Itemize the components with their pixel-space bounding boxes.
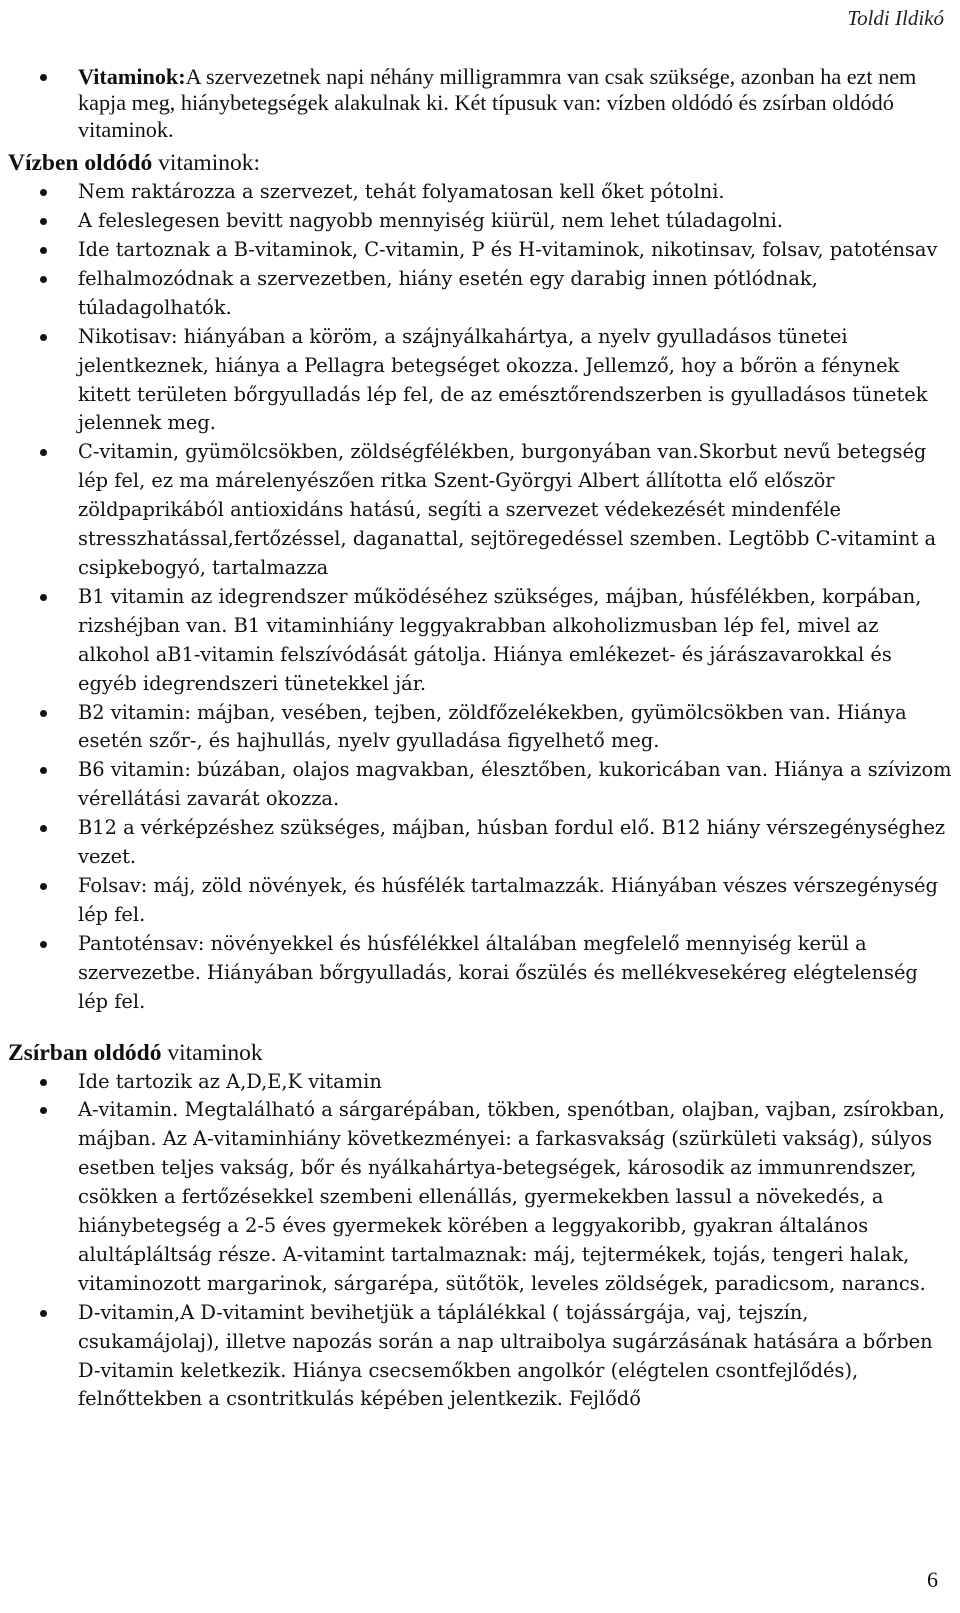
water-soluble-heading-bold: Vízben oldódó [8,150,153,177]
list-item: C-vitamin, gyümölcsökben, zöldségfélékben, burgonyában van.Skorbut nevű betegség lép fel, ez ma márelenyészően ritka Szent-Györgyi Albert állította elő először zöldpaprikából antioxidáns hatású, segíti a szervezet védekezését mindenféle stresszhatással,fertőzéssel, daganattal, sejtöregedéssel szemben. Legtöbb C-vitamint a csipkebogyó, tartalmazza [8,438,952,583]
list-item: Pantoténsav: növényekkel és húsfélékkel általában megfelelő mennyiség kerül a szervezetbe. Hiányában bőrgyulladás, korai őszülés és mellékvesekéreg elégtelenség lép fel. [8,930,952,1017]
list-item: A-vitamin. Megtalálható a sárgarépában, tökben, spenótban, olajban, vajban, zsírokban, májban. Az A-vitaminhiány következményei: a farkasvakság (szürkületi vakság), súlyos esetben teljes vakság, bőr és nyálkahártya-betegségek, károsodik az immunrendszer, csökken a fertőzésekkel szembeni ellenállás, gyermekekben lassul a növekedés, a hiánybetegség a 2-5 éves gyermekek körében a leggyakoribb, gyakran általános alultápláltság része. A-vitamint tartalmaznak: máj, tejtermékek, tojás, tengeri halak, vitaminozott margarinok, sárgarépa, sütőtök, leveles zöldségek, paradicsom, narancs. [8,1096,952,1298]
list-item: Ide tartozik az A,D,E,K vitamin [8,1068,952,1097]
water-soluble-heading [8,149,952,178]
list-item: Ide tartoznak a B-vitaminok, C-vitamin, P és H-vitaminok, nikotinsav, folsav, patoténsav [8,236,952,265]
list-item: Folsav: máj, zöld növények, és húsfélék tartalmazzák. Hiányában vészes vérszegénység lép fel. [8,872,952,930]
list-item: B1 vitamin az idegrendszer működéséhez szükséges, májban, húsfélékben, korpában, rizshéjban van. B1 vitaminhiány leggyakrabban alkoholizmusban lép fel, mivel az alkohol aB1-vitamin felszívódását gátolja. Hiánya emlékezet- és járászavarokkal és egyéb idegrendszeri tünetekkel jár. [8,583,952,699]
page-content [8,64,952,1414]
list-item: B2 vitamin: májban, vesében, tejben, zöldfőzelékekben, gyümölcsökben van. Hiánya esetén szőr-, és hajhullás, nyelv gyulladása figyelhető meg. [8,699,952,757]
water-soluble-heading-rest: vitaminok: [152,150,260,177]
intro-item [8,64,952,143]
intro-label: Vitaminok: [78,64,186,89]
fat-soluble-heading-rest: vitaminok [161,1039,263,1066]
fat-soluble-heading [8,1039,952,1068]
page-number: 6 [927,1567,938,1592]
intro-list [8,64,952,143]
list-item: B12 a vérképzéshez szükséges, májban, húsban fordul elő. B12 hiány vérszegénységhez vezet. [8,814,952,872]
intro-text: A szervezetnek napi néhány milligrammra van csak szüksége, azonban ha ezt nem kapja meg, hiánybetegségek alakulnak ki. Két típusuk van: vízben oldódó és zsírban oldódó vitaminok. [78,64,917,142]
list-item: B6 vitamin: búzában, olajos magvakban, élesztőben, kukoricában van. Hiánya a szívizom vérellátási zavarát okozza. [8,756,952,814]
list-item: Nikotisav: hiányában a köröm, a szájnyálkahártya, a nyelv gyulladásos tünetei jelentkeznek, hiánya a Pellagra betegséget okozza. Jellemző, hoy a bőrön a fénynek kitett területen bőrgyulladás lép fel, de az emésztőrendszerben is gyulladásos tünetek jelennek meg. [8,323,952,439]
list-item: D-vitamin,A D-vitamint bevihetjük a táplálékkal ( tojássárgája, vaj, tejszín, csukamájolaj), illetve napozás során a nap ultraibolya sugárzásának hatására a bőrben D-vitamin keletkezik. Hiánya csecsemőkben angolkór (elégtelen csontfejlődés), felnőttekben a csontritkulás képében jelentkezik. Fejlődő [8,1299,952,1415]
water-soluble-list [8,178,952,1016]
list-item: felhalmozódnak a szervezetben, hiány esetén egy darabig innen pótlódnak, túladagolhatók. [8,265,952,323]
fat-soluble-heading-bold: Zsírban oldódó [8,1039,162,1066]
header-author: Toldi Ildikó [847,6,944,30]
list-item: Nem raktározza a szervezet, tehát folyamatosan kell őket pótolni. [8,178,952,207]
fat-soluble-list [8,1068,952,1415]
list-item: A feleslegesen bevitt nagyobb mennyiség kiürül, nem lehet túladagolni. [8,207,952,236]
